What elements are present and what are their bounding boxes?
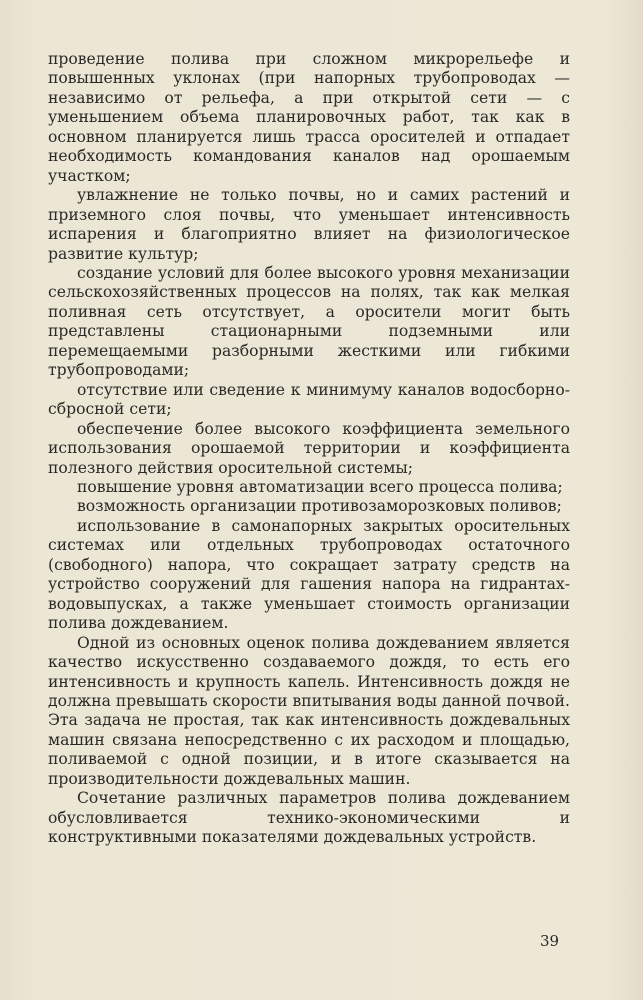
paragraph-land-use-coefficient: обеспечение более высокого коэффициента земельного использования орошаемой территории и коэффициента полезного действия оросительной системы; xyxy=(48,419,570,477)
page-number: 39 xyxy=(540,932,560,950)
body-text xyxy=(48,50,570,848)
paragraph-humidification: увлажнение не только почвы, но и самих растений и приземного слоя почвы, что уменьшает интенсивность испарения и благоприятно влияет на физиологическое развитие культур; xyxy=(48,186,570,263)
paragraph-microrelief: проведение полива при сложном микрорельефе и повышенных уклонах (при напорных трубопроводах — независимо от рельефа, а при открытой сети — с уменьшением объема планировочных работ, так как в основном планируется лишь трасса оросителей и отпадает необходимость командования каналов над орошаемым участком; xyxy=(48,50,570,185)
paragraph-frost-protection: возможность организации противозаморозковых поливов; xyxy=(77,497,562,516)
paragraph-parameters: Сочетание различных параметров полива дождеванием обусловливается технико-экономическими и конструктивными показателями дождевальных устройств. xyxy=(48,789,570,847)
paragraph-drainage-network: отсутствие или сведение к минимуму каналов водосборно-сбросной сети; xyxy=(48,380,570,419)
paragraph-automation: повышение уровня автоматизации всего процесса полива; xyxy=(77,477,563,496)
paragraph-residual-pressure: использование в самонапорных закрытых оросительных системах или отдельных трубопроводах остаточного (свободного) напора, что сокращает затрату средств на устройство сооружений для гашения напора на гидрантах-водовыпусках, а также уменьшает стоимость организации полива дождеванием. xyxy=(48,516,570,633)
paragraph-mechanization: создание условий для более высокого уровня механизации сельскохозяйственных процессов на полях, так как мелкая поливная сеть отсутствует, а оросители могит быть представлены стационарными подземными или перемещаемыми разборными жесткими или гибкими трубопроводами; xyxy=(48,263,570,380)
paragraph-rain-quality: Одной из основных оценок полива дождеванием является качество искусственно создаваемого дождя, то есть его интенсивность и крупность капель. Интенсивность дождя не должна превышать скорости впитывания воды данной почвой. Эта задача не простая, так как интенсивность дождевальных машин связана непосредственно с их расходом и площадью, поливаемой с одной позиции, и в итоге сказывается на производительности дождевальных машин. xyxy=(48,633,570,788)
